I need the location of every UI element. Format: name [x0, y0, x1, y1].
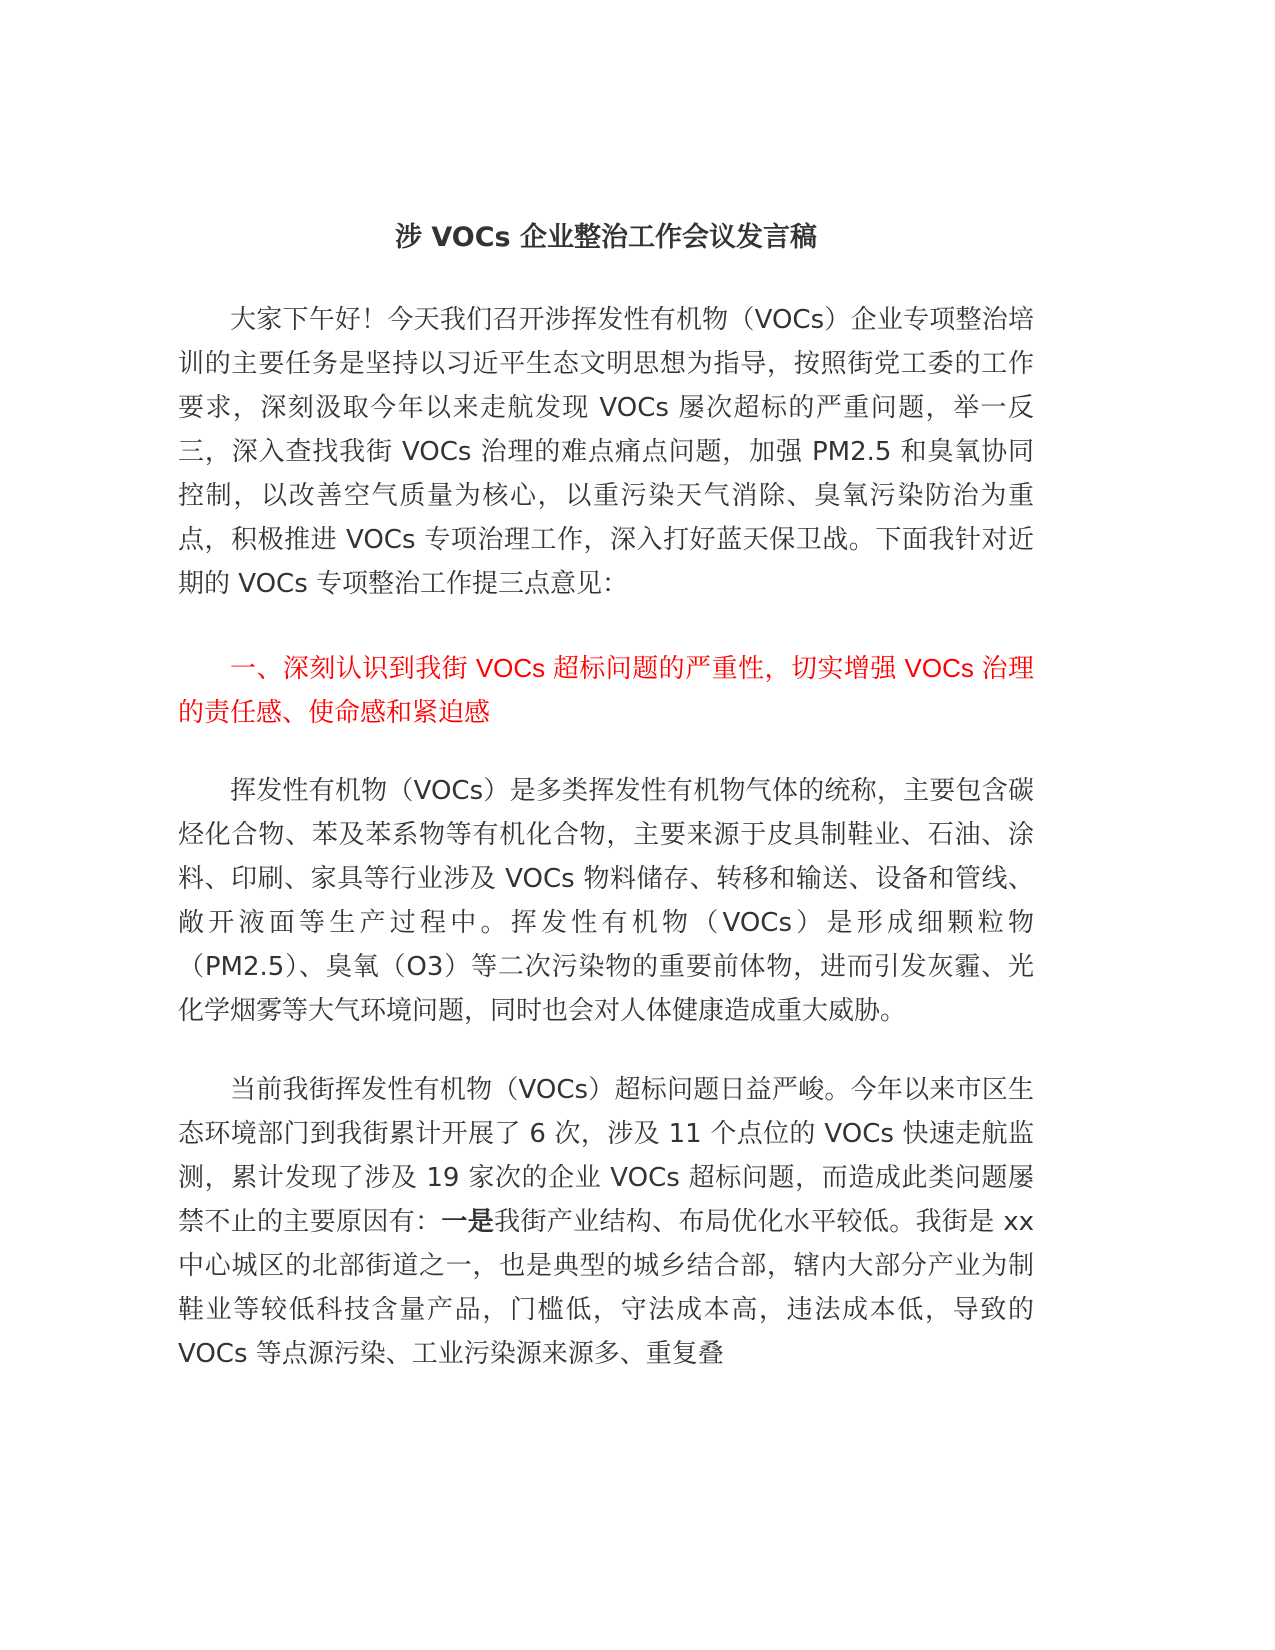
paragraph-current-situation — [178, 1068, 1034, 1376]
paragraph-text-part1: 当前我街挥发性有机物（VOCs）超标问题日益严峻。今年以来市区生态环境部门到我街累计开展了 6 次，涉及 11 个点位的 VOCs 快速走航监测，累计发现了涉及 19 家次的企业 VOCs 超标问题，而造成此类问题屡禁不止的主要原因有： — [178, 1075, 1034, 1237]
emphasis-first-reason: 一是 — [441, 1207, 495, 1237]
paragraph-vocs-definition: 挥发性有机物（VOCs）是多类挥发性有机物气体的统称，主要包含碳烃化合物、苯及苯系物等有机化合物，主要来源于皮具制鞋业、石油、涂料、印刷、家具等行业涉及 VOCs 物料储存、转移和输送、设备和管线、敞开液面等生产过程中。挥发性有机物（VOCs）是形成细颗粒物（PM2.5）、臭氧（O3）等二次污染物的重要前体物，进而引发灰霾、光化学烟雾等大气环境问题，同时也会对人体健康造成重大威胁。 — [178, 776, 1034, 1026]
document-title: 涉 VOCs 企业整治工作会议发言稿 — [394, 222, 818, 253]
paragraph-text-part2: 我街产业结构、布局优化水平较低。我街是 xx 中心城区的北部街道之一，也是典型的城乡结合部，辖内大部分产业为制鞋业等较低科技含量产品，门槛低，守法成本高，违法成本低，导致的 VOCs 等点源污染、工业污染源来源多、重复叠 — [178, 1207, 1034, 1369]
paragraph-opening: 大家下午好！今天我们召开涉挥发性有机物（VOCs）企业专项整治培训的主要任务是坚持以习近平生态文明思想为指导，按照街党工委的工作要求，深刻汲取今年以来走航发现 VOCs 屡次超标的严重问题，举一反三，深入查找我街 VOCs 治理的难点痛点问题，加强 PM2.5 和臭氧协同控制，以改善空气质量为核心，以重污染天气消除、臭氧污染防治为重点，积极推进 VOCs 专项治理工作，深入打好蓝天保卫战。下面我针对近期的 VOCs 专项整治工作提三点意见： — [178, 305, 1034, 599]
document-page — [178, 216, 1034, 1376]
section-heading-1: 一、深刻认识到我街 VOCs 超标问题的严重性，切实增强 VOCs 治理的责任感、使命感和紧迫感 — [178, 653, 1034, 727]
